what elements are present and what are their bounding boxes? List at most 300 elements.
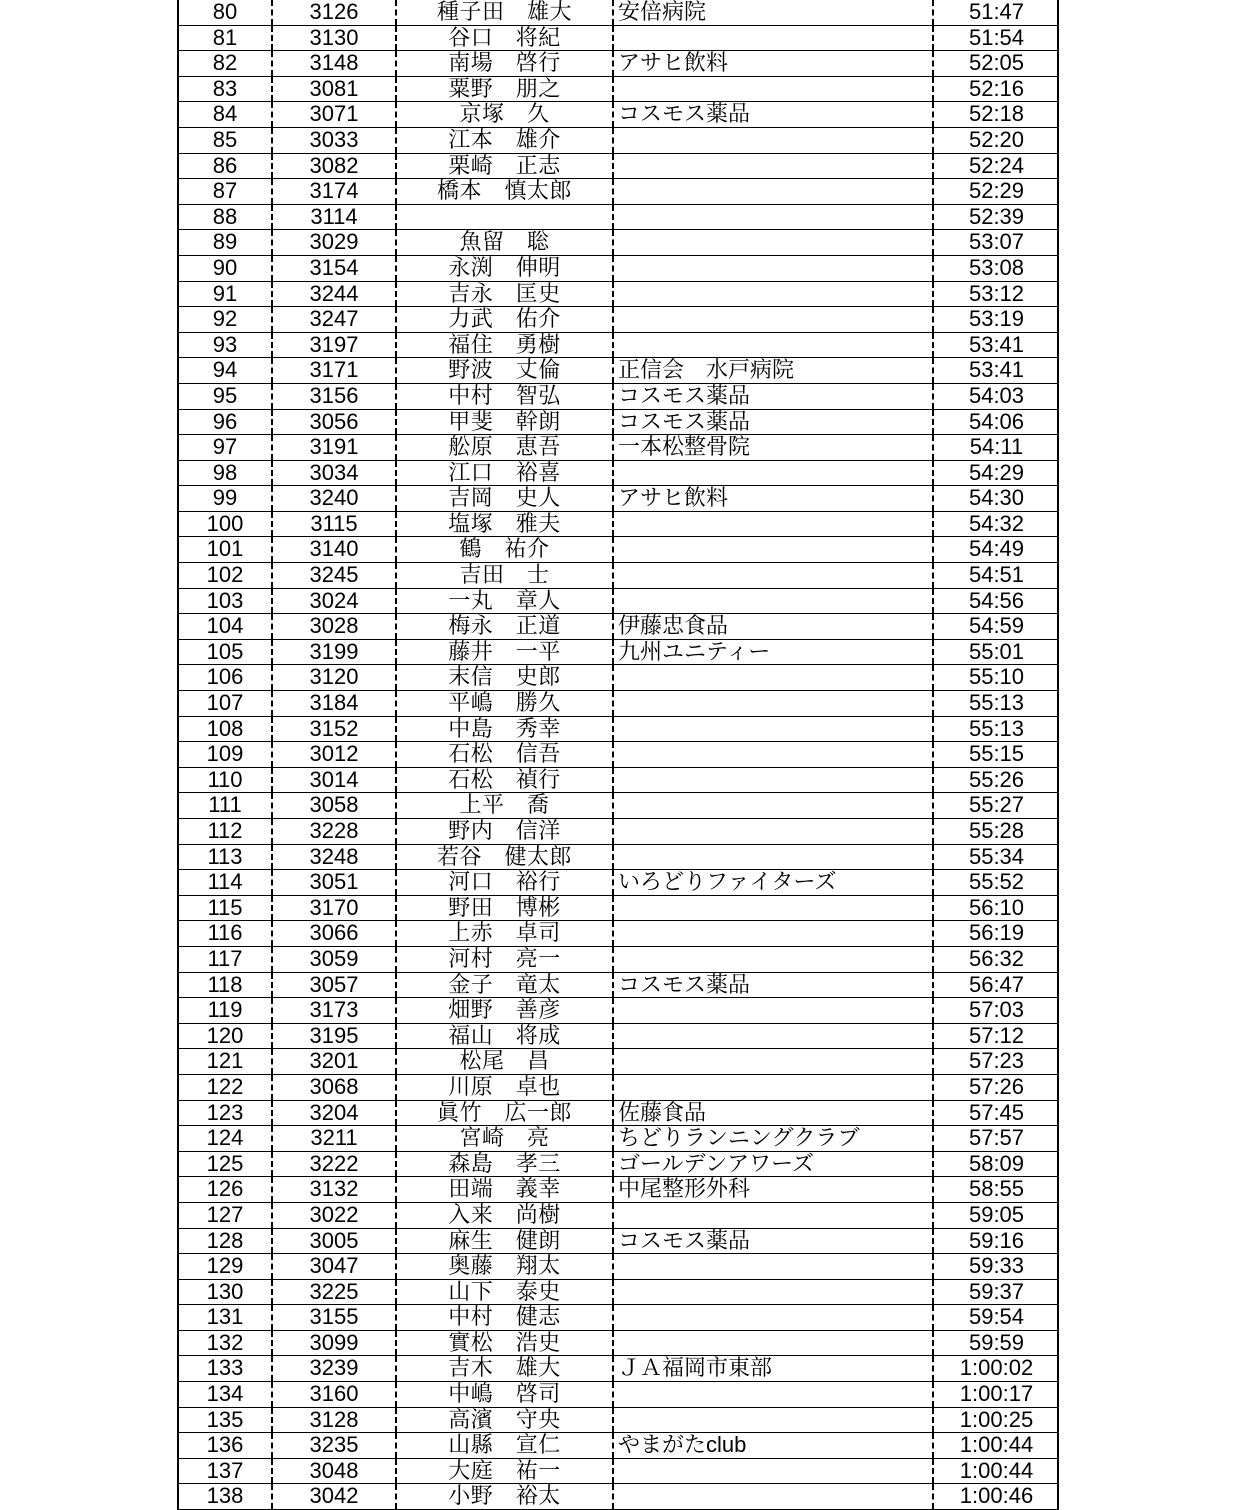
- table-row: [179, 154, 1057, 180]
- team-cell: [614, 461, 934, 486]
- runner-name-cell: 舩原 恵吾: [397, 435, 614, 460]
- bib-number-cell: 3155: [273, 1305, 397, 1330]
- finish-time-cell: 52:39: [968, 204, 1025, 229]
- runner-name-cell: 石松 禎行: [397, 768, 614, 793]
- finish-time-cell: 55:13: [968, 691, 1025, 716]
- finish-time-cell: 52:16: [968, 76, 1025, 101]
- runner-name-cell: 河口 裕行: [397, 870, 614, 895]
- table-row: [179, 1177, 1057, 1203]
- team-cell: いろどりファイターズ: [614, 870, 934, 895]
- team-cell: [614, 1049, 934, 1074]
- bib-number-cell: 3235: [273, 1433, 397, 1458]
- bib-number-cell: 3029: [273, 230, 397, 255]
- runner-name-cell: 入来 尚樹: [397, 1203, 614, 1228]
- runner-name-cell: 宮崎 亮: [397, 1126, 614, 1151]
- bib-number-cell: 3022: [273, 1203, 397, 1228]
- team-cell: [614, 717, 934, 742]
- runner-name-cell: 上赤 卓司: [397, 921, 614, 946]
- runner-name-cell: 川原 卓也: [397, 1075, 614, 1100]
- table-row: [179, 1356, 1057, 1382]
- table-row: [179, 26, 1057, 52]
- rank-cell: 83: [179, 77, 273, 102]
- finish-time-cell: 1:00:44: [959, 1433, 1034, 1458]
- table-row: [179, 1331, 1057, 1357]
- finish-time-cell: 54:32: [968, 511, 1025, 536]
- team-cell: [614, 230, 934, 255]
- table-row: [179, 998, 1057, 1024]
- bib-number-cell: 3156: [273, 384, 397, 409]
- runner-name-cell: 粟野 朋之: [397, 77, 614, 102]
- rank-cell: 111: [179, 793, 273, 818]
- finish-time-cell: 52:29: [968, 179, 1025, 204]
- bib-number-cell: 3128: [273, 1408, 397, 1433]
- runner-name-cell: 一丸 章人: [397, 589, 614, 614]
- rank-cell: 90: [179, 256, 273, 281]
- bib-number-cell: 3042: [273, 1484, 397, 1509]
- rank-cell: 132: [179, 1331, 273, 1356]
- table-row: [179, 665, 1057, 691]
- rank-cell: 122: [179, 1075, 273, 1100]
- finish-time-cell: 59:16: [968, 1228, 1025, 1253]
- team-cell: [614, 921, 934, 946]
- runner-name-cell: 梅永 正道: [397, 614, 614, 639]
- runner-name-cell: 山縣 宣仁: [397, 1433, 614, 1458]
- runner-name-cell: 吉田 士: [397, 563, 614, 588]
- finish-time-cell: 54:06: [968, 409, 1025, 434]
- table-row: [179, 614, 1057, 640]
- runner-name-cell: 谷口 将紀: [397, 26, 614, 51]
- runner-name-cell: 橋本 慎太郎: [397, 179, 614, 204]
- bib-number-cell: 3245: [273, 563, 397, 588]
- table-row: [179, 742, 1057, 768]
- team-cell: [614, 998, 934, 1023]
- runner-name-cell: 京塚 久: [397, 102, 614, 127]
- team-cell: [614, 742, 934, 767]
- finish-time-cell: 53:08: [968, 255, 1025, 280]
- team-cell: [614, 77, 934, 102]
- finish-time-cell: 55:13: [968, 716, 1025, 741]
- runner-name-cell: 塩塚 雅夫: [397, 512, 614, 537]
- table-row: [179, 589, 1057, 615]
- finish-time-cell: 55:28: [968, 819, 1025, 843]
- runner-name-cell: 平嶋 勝久: [397, 691, 614, 716]
- bib-number-cell: 3056: [273, 410, 397, 435]
- bib-number-cell: 3057: [273, 973, 397, 998]
- finish-time-cell: 1:00:46: [959, 1484, 1034, 1509]
- rank-cell: 91: [179, 282, 273, 307]
- finish-time-cell: 59:59: [968, 1330, 1025, 1355]
- bib-number-cell: 3058: [273, 793, 397, 818]
- rank-cell: 95: [179, 384, 273, 409]
- rank-cell: 80: [179, 0, 273, 25]
- rank-cell: 121: [179, 1049, 273, 1074]
- finish-time-cell: 59:54: [968, 1305, 1025, 1330]
- bib-number-cell: 3066: [273, 921, 397, 946]
- runner-name-cell: 田端 義幸: [397, 1177, 614, 1202]
- team-cell: 正信会 水戸病院: [614, 358, 934, 383]
- bib-number-cell: 3012: [273, 742, 397, 767]
- table-row: [179, 1382, 1057, 1408]
- team-cell: [614, 1075, 934, 1100]
- team-cell: コスモス薬品: [614, 973, 934, 998]
- table-row: [179, 1254, 1057, 1280]
- bib-number-cell: 3132: [273, 1177, 397, 1202]
- runner-name-cell: 實松 浩史: [397, 1331, 614, 1356]
- finish-time-cell: 53:19: [968, 307, 1025, 332]
- bib-number-cell: 3120: [273, 665, 397, 690]
- bib-number-cell: 3211: [273, 1126, 397, 1151]
- bib-number-cell: 3099: [273, 1331, 397, 1356]
- table-row: [179, 256, 1057, 282]
- bib-number-cell: 3204: [273, 1101, 397, 1126]
- table-row: [179, 537, 1057, 563]
- table-row: [179, 512, 1057, 538]
- bib-number-cell: 3033: [273, 128, 397, 153]
- finish-time-cell: 55:01: [968, 639, 1025, 664]
- table-row: [179, 793, 1057, 819]
- bib-number-cell: 3034: [273, 461, 397, 486]
- finish-time-cell: 54:03: [968, 383, 1025, 408]
- team-cell: [614, 205, 934, 230]
- table-row: [179, 77, 1057, 103]
- bib-number-cell: 3115: [273, 512, 397, 537]
- table-row: [179, 1049, 1057, 1075]
- bib-number-cell: 3028: [273, 614, 397, 639]
- finish-time-cell: 56:47: [968, 972, 1025, 997]
- table-row: [179, 461, 1057, 487]
- team-cell: [614, 793, 934, 818]
- rank-cell: 87: [179, 179, 273, 204]
- team-cell: ＪＡ福岡市東部: [614, 1356, 934, 1381]
- finish-time-cell: 57:12: [968, 1023, 1025, 1048]
- rank-cell: 138: [179, 1484, 273, 1509]
- rank-cell: 108: [179, 717, 273, 742]
- rank-cell: 106: [179, 665, 273, 690]
- bib-number-cell: 3222: [273, 1152, 397, 1177]
- finish-time-cell: 54:59: [968, 614, 1025, 639]
- rank-cell: 101: [179, 537, 273, 562]
- rank-cell: 104: [179, 614, 273, 639]
- rank-cell: 117: [179, 947, 273, 972]
- table-row: [179, 1075, 1057, 1101]
- team-cell: [614, 282, 934, 307]
- results-table: [177, 0, 1059, 1510]
- rank-cell: 128: [179, 1229, 273, 1254]
- runner-name-cell: 鶴 祐介: [397, 537, 614, 562]
- runner-name-cell: 吉木 雄大: [397, 1356, 614, 1381]
- finish-time-cell: 54:51: [968, 563, 1025, 588]
- rank-cell: 127: [179, 1203, 273, 1228]
- table-row: [179, 102, 1057, 128]
- table-row: [179, 282, 1057, 308]
- table-row: [179, 205, 1057, 231]
- bib-number-cell: 3005: [273, 1229, 397, 1254]
- finish-time-cell: 55:27: [968, 793, 1025, 818]
- runner-name-cell: 中村 智弘: [397, 384, 614, 409]
- team-cell: [614, 1459, 934, 1484]
- team-cell: 一本松整骨院: [614, 435, 934, 460]
- bib-number-cell: 3148: [273, 51, 397, 76]
- team-cell: [614, 563, 934, 588]
- runner-name-cell: 野田 博彬: [397, 896, 614, 921]
- runner-name-cell: 吉岡 史人: [397, 486, 614, 511]
- finish-time-cell: 57:23: [968, 1049, 1025, 1074]
- rank-cell: 131: [179, 1305, 273, 1330]
- runner-name-cell: 永渕 伸明: [397, 256, 614, 281]
- finish-time-cell: 52:24: [968, 153, 1025, 178]
- finish-time-cell: 56:19: [968, 921, 1025, 946]
- rank-cell: 98: [179, 461, 273, 486]
- bib-number-cell: 3126: [273, 0, 397, 25]
- bib-number-cell: 3152: [273, 717, 397, 742]
- bib-number-cell: 3239: [273, 1356, 397, 1381]
- table-row: [179, 1484, 1057, 1510]
- team-cell: [614, 26, 934, 51]
- bib-number-cell: 3195: [273, 1024, 397, 1049]
- runner-name-cell: 末信 史郎: [397, 665, 614, 690]
- runner-name-cell: 南場 啓行: [397, 51, 614, 76]
- finish-time-cell: 57:26: [968, 1074, 1025, 1099]
- team-cell: [614, 179, 934, 204]
- finish-time-cell: 51:47: [968, 0, 1025, 24]
- runner-name-cell: 力武 佑介: [397, 307, 614, 332]
- rank-cell: 129: [179, 1254, 273, 1279]
- team-cell: [614, 819, 934, 844]
- runner-name-cell: 森島 孝三: [397, 1152, 614, 1177]
- rank-cell: 133: [179, 1356, 273, 1381]
- finish-time-cell: 59:37: [968, 1279, 1025, 1304]
- finish-time-cell: 57:03: [968, 998, 1025, 1023]
- finish-time-cell: 1:00:25: [959, 1407, 1034, 1432]
- runner-name-cell: 河村 亮一: [397, 947, 614, 972]
- rank-cell: 126: [179, 1177, 273, 1202]
- rank-cell: 135: [179, 1408, 273, 1433]
- runner-name-cell: 魚留 聡: [397, 230, 614, 255]
- table-row: [179, 384, 1057, 410]
- rank-cell: 119: [179, 998, 273, 1023]
- rank-cell: 86: [179, 154, 273, 179]
- team-cell: [614, 665, 934, 690]
- team-cell: [614, 1280, 934, 1305]
- rank-cell: 112: [179, 819, 273, 844]
- table-row: [179, 0, 1057, 26]
- bib-number-cell: 3197: [273, 333, 397, 358]
- table-row: [179, 1126, 1057, 1152]
- runner-name-cell: 若谷 健太郎: [397, 845, 614, 870]
- bib-number-cell: 3048: [273, 1459, 397, 1484]
- runner-name-cell: 江口 裕喜: [397, 461, 614, 486]
- rank-cell: 134: [179, 1382, 273, 1407]
- rank-cell: 118: [179, 973, 273, 998]
- finish-time-cell: 55:15: [968, 742, 1025, 767]
- runner-name-cell: 甲斐 幹朗: [397, 410, 614, 435]
- finish-time-cell: 1:00:17: [959, 1382, 1034, 1407]
- team-cell: [614, 768, 934, 793]
- team-cell: [614, 537, 934, 562]
- rank-cell: 109: [179, 742, 273, 767]
- team-cell: [614, 691, 934, 716]
- table-row: [179, 128, 1057, 154]
- table-row: [179, 1152, 1057, 1178]
- rank-cell: 82: [179, 51, 273, 76]
- finish-time-cell: 53:41: [968, 358, 1025, 383]
- team-cell: [614, 1203, 934, 1228]
- rank-cell: 94: [179, 358, 273, 383]
- table-row: [179, 691, 1057, 717]
- rank-cell: 103: [179, 589, 273, 614]
- table-row: [179, 435, 1057, 461]
- bib-number-cell: 3225: [273, 1280, 397, 1305]
- table-row: [179, 486, 1057, 512]
- team-cell: [614, 128, 934, 153]
- bib-number-cell: 3228: [273, 819, 397, 844]
- team-cell: 佐藤食品: [614, 1101, 934, 1126]
- finish-time-cell: 56:10: [968, 895, 1025, 920]
- finish-time-cell: 59:05: [968, 1202, 1025, 1227]
- table-row: [179, 333, 1057, 359]
- finish-time-cell: 54:30: [968, 486, 1025, 511]
- runner-name-cell: 福山 将成: [397, 1024, 614, 1049]
- rank-cell: 124: [179, 1126, 273, 1151]
- team-cell: 九州ユニティー: [614, 640, 934, 665]
- table-row: [179, 1280, 1057, 1306]
- table-row: [179, 1229, 1057, 1255]
- runner-name-cell: 畑野 善彦: [397, 998, 614, 1023]
- finish-time-cell: 56:32: [968, 946, 1025, 971]
- team-cell: 伊藤忠食品: [614, 614, 934, 639]
- finish-time-cell: 54:49: [968, 537, 1025, 562]
- bib-number-cell: 3184: [273, 691, 397, 716]
- finish-time-cell: 53:41: [968, 332, 1025, 357]
- team-cell: [614, 1331, 934, 1356]
- bib-number-cell: 3173: [273, 998, 397, 1023]
- bib-number-cell: 3130: [273, 26, 397, 51]
- rank-cell: 97: [179, 435, 273, 460]
- team-cell: [614, 947, 934, 972]
- table-row: [179, 973, 1057, 999]
- rank-cell: 125: [179, 1152, 273, 1177]
- team-cell: アサヒ飲料: [614, 51, 934, 76]
- rank-cell: 105: [179, 640, 273, 665]
- runner-name-cell: 石松 信吾: [397, 742, 614, 767]
- runner-name-cell: 上平 喬: [397, 793, 614, 818]
- runner-name-cell: [397, 205, 614, 230]
- team-cell: コスモス薬品: [614, 410, 934, 435]
- bib-number-cell: 3199: [273, 640, 397, 665]
- table-row: [179, 358, 1057, 384]
- team-cell: アサヒ飲料: [614, 486, 934, 511]
- finish-time-cell: 52:05: [968, 51, 1025, 76]
- team-cell: ちどりランニングクラブ: [614, 1126, 934, 1151]
- team-cell: [614, 256, 934, 281]
- finish-time-cell: 54:11: [969, 435, 1024, 460]
- team-cell: [614, 1254, 934, 1279]
- table-row: [179, 640, 1057, 666]
- finish-time-cell: 53:12: [968, 281, 1025, 306]
- rank-cell: 96: [179, 410, 273, 435]
- table-row: [179, 896, 1057, 922]
- team-cell: やまがたclub: [614, 1433, 934, 1458]
- team-cell: [614, 307, 934, 332]
- bib-number-cell: 3154: [273, 256, 397, 281]
- runner-name-cell: 種子田 雄大: [397, 0, 614, 25]
- bib-number-cell: 3114: [273, 205, 397, 230]
- bib-number-cell: 3160: [273, 1382, 397, 1407]
- table-row: [179, 307, 1057, 333]
- rank-cell: 88: [179, 205, 273, 230]
- finish-time-cell: 57:57: [968, 1126, 1025, 1151]
- table-row: [179, 179, 1057, 205]
- team-cell: コスモス薬品: [614, 102, 934, 127]
- rank-cell: 93: [179, 333, 273, 358]
- rank-cell: 99: [179, 486, 273, 511]
- team-cell: 安倍病院: [614, 0, 934, 25]
- team-cell: [614, 1484, 934, 1509]
- team-cell: ゴールデンアワーズ: [614, 1152, 934, 1177]
- bib-number-cell: 3081: [273, 77, 397, 102]
- rank-cell: 100: [179, 512, 273, 537]
- team-cell: [614, 1382, 934, 1407]
- runner-name-cell: 大庭 祐一: [397, 1459, 614, 1484]
- finish-time-cell: 52:20: [968, 127, 1025, 152]
- rank-cell: 89: [179, 230, 273, 255]
- team-cell: [614, 154, 934, 179]
- bib-number-cell: 3071: [273, 102, 397, 127]
- bib-number-cell: 3248: [273, 845, 397, 870]
- rank-cell: 110: [179, 768, 273, 793]
- team-cell: [614, 589, 934, 614]
- rank-cell: 81: [179, 26, 273, 51]
- runner-name-cell: 中島 秀幸: [397, 717, 614, 742]
- table-row: [179, 819, 1057, 845]
- bib-number-cell: 3244: [273, 282, 397, 307]
- bib-number-cell: 3082: [273, 154, 397, 179]
- runner-name-cell: 栗崎 正志: [397, 154, 614, 179]
- runner-name-cell: 眞竹 広一郎: [397, 1101, 614, 1126]
- table-row: [179, 1433, 1057, 1459]
- bib-number-cell: 3247: [273, 307, 397, 332]
- rank-cell: 85: [179, 128, 273, 153]
- runner-name-cell: 小野 裕太: [397, 1484, 614, 1509]
- runner-name-cell: 麻生 健朗: [397, 1229, 614, 1254]
- table-row: [179, 870, 1057, 896]
- finish-time-cell: 52:18: [968, 102, 1025, 127]
- bib-number-cell: 3171: [273, 358, 397, 383]
- bib-number-cell: 3201: [273, 1049, 397, 1074]
- team-cell: [614, 896, 934, 921]
- finish-time-cell: 51:54: [968, 25, 1025, 50]
- rank-cell: 92: [179, 307, 273, 332]
- bib-number-cell: 3191: [273, 435, 397, 460]
- finish-time-cell: 55:10: [968, 665, 1025, 690]
- bib-number-cell: 3047: [273, 1254, 397, 1279]
- bib-number-cell: 3059: [273, 947, 397, 972]
- finish-time-cell: 1:00:44: [959, 1458, 1034, 1483]
- bib-number-cell: 3024: [273, 589, 397, 614]
- runner-name-cell: 藤井 一平: [397, 640, 614, 665]
- bib-number-cell: 3170: [273, 896, 397, 921]
- finish-time-cell: 59:33: [968, 1254, 1025, 1279]
- finish-time-cell: 58:55: [968, 1177, 1025, 1202]
- team-cell: コスモス薬品: [614, 1229, 934, 1254]
- table-row: [179, 1459, 1057, 1485]
- finish-time-cell: 55:52: [968, 870, 1025, 895]
- team-cell: [614, 333, 934, 358]
- runner-name-cell: 金子 竜太: [397, 973, 614, 998]
- finish-time-cell: 55:26: [968, 767, 1025, 792]
- table-row: [179, 230, 1057, 256]
- table-row: [179, 768, 1057, 794]
